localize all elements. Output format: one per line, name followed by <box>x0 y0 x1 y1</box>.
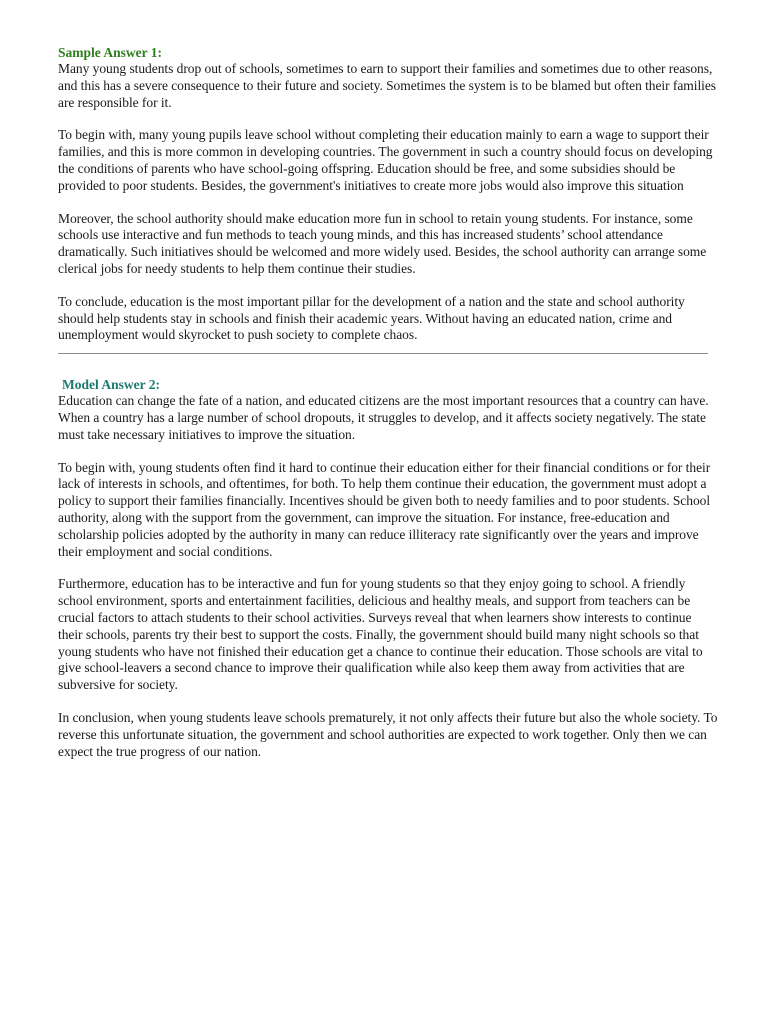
model-answer-heading: Model Answer 2: <box>62 377 160 393</box>
model-answer-intro-paragraph: Education can change the fate of a nation, and educated citizens are the most important resources that a country can have. When a country has a large number of school dropouts, it struggles to develop, and it affects society negatively. The state must take necessary initiatives to improve the situation. <box>58 393 709 442</box>
sample-answer-intro-paragraph: Many young students drop out of schools, sometimes to earn to support their families and sometimes due to other reasons, and this has a severe consequence to their future and society. Sometimes the system is to be blamed but often their families are responsible for it. <box>58 61 716 110</box>
document-page <box>58 44 718 776</box>
section-divider <box>58 353 708 354</box>
model-answer-body-paragraph-2: Furthermore, education has to be interactive and fun for young students so that they enjoy going to school. A friendly school environment, sports and entertainment facilities, delicious and healthy meals, and support from teachers can be crucial factors to attach students to their school activities. Surveys reveal that when learners show interests to continue their schools, parents try their best to support the costs. Finally, the government should build many night schools so that young students who have not finished their education get a chance to continue their education. Those schools are vital to give school-leavers a second chance to improve their qualification while also keep them away from activities that are subversive for society. <box>58 576 703 693</box>
sample-answer-section <box>58 44 718 344</box>
sample-answer-heading: Sample Answer 1: <box>58 45 163 60</box>
model-answer-body-paragraph-1: To begin with, young students often find it hard to continue their education either for their financial conditions or for their lack of interests in schools, and oftentimes, for both. To help them continue their education, the government must adopt a policy to support their families financially. Incentives should be given both to needy families and to poor students. School authority, along with the support from the government, can improve the situation. For instance, free-education and scholarship policies adopted by the authority in many can reduce illiteracy rate significantly over the years and improve their employment and social conditions. <box>58 459 711 559</box>
sample-answer-body-paragraph-2: Moreover, the school authority should make education more fun in school to retain young students. For instance, some schools use interactive and fun methods to teach young minds, and this has increased students’ school attendance dramatically. Such initiatives should be welcomed and more widely used. Besides, the school authority can arrange some clerical jobs for needy students to help them continue their studies. <box>58 210 707 276</box>
model-answer-section <box>58 376 718 760</box>
sample-answer-body-paragraph-1: To begin with, many young pupils leave school without completing their education mainly to earn a wage to support their families, and this is more common in developing countries. The government in such a country should focus on developing the conditions of parents who have school-going offspring. Education should be free, and some subsidies should be provided to poor students. Besides, the government's initiatives to create more jobs would also improve this situation <box>58 127 713 193</box>
sample-answer-conclusion-paragraph: To conclude, education is the most important pillar for the development of a nation and the state and school authority should help students stay in schools and finish their academic years. Without having an educated nation, crime and unemployment would skyrocket to push society to complete chaos. <box>58 293 685 343</box>
model-answer-conclusion-paragraph: In conclusion, when young students leave schools prematurely, it not only affects their future but also the whole society. To reverse this unfortunate situation, the government and school authorities are expected to work together. Only then we can expect the true progress of our nation. <box>58 709 718 759</box>
